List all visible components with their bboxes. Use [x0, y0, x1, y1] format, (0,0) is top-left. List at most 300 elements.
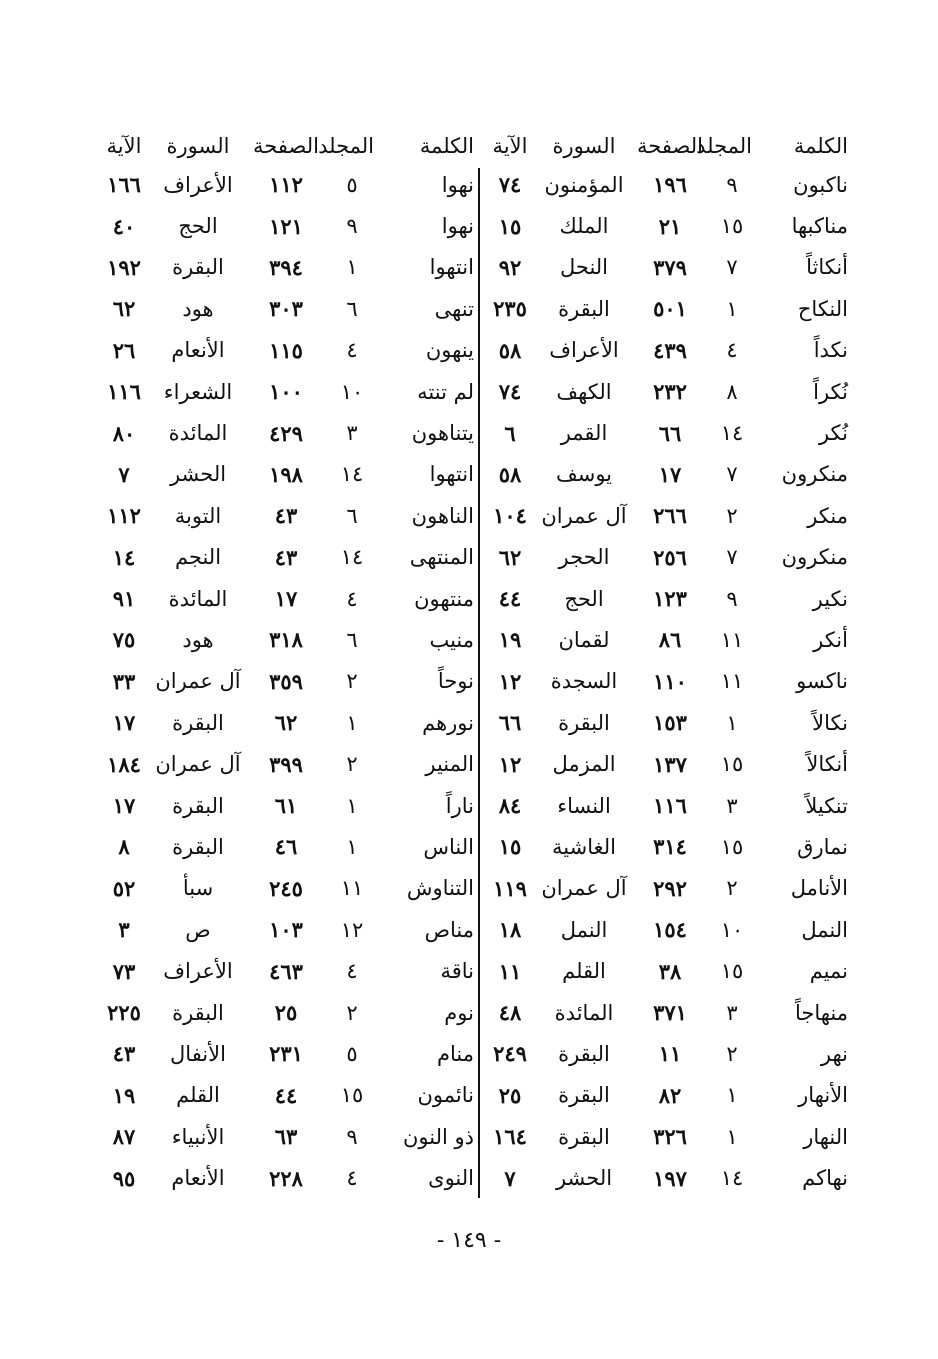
cell-volume: ١	[726, 710, 738, 735]
cell-page: ١٢١	[269, 213, 303, 239]
cell-surah: المائدة	[554, 1000, 614, 1025]
cell-volume: ٤	[346, 959, 358, 984]
header-ayah: الآية	[106, 134, 142, 158]
cell-volume: ١١	[720, 627, 744, 652]
table-row	[88, 909, 474, 950]
table-row	[480, 412, 848, 453]
cell-page: ٥٠١	[653, 296, 687, 322]
cell-page: ١٠٣	[269, 917, 303, 943]
cell-word: تنهى	[434, 296, 474, 321]
column-divider	[478, 168, 480, 1198]
cell-page: ٢٥٦	[653, 544, 687, 570]
cell-word: الأنامل	[790, 876, 848, 901]
cell-surah: آل عمران	[541, 503, 627, 528]
header-page: الصفحة	[637, 134, 703, 158]
table-row	[480, 950, 848, 991]
cell-ayah: ٦	[504, 420, 516, 446]
cell-word: لم تنته	[417, 379, 474, 404]
table-row	[88, 205, 474, 246]
header-ayah: الآية	[492, 134, 528, 158]
cell-volume: ٢	[346, 1000, 358, 1025]
table-row	[480, 743, 848, 784]
cell-volume: ١٤	[720, 421, 744, 446]
table-row	[88, 1157, 474, 1198]
cell-volume: ٦	[346, 296, 358, 321]
cell-surah: المائدة	[168, 586, 228, 611]
cell-word: ناقة	[440, 959, 474, 984]
table-header	[88, 128, 474, 164]
cell-word: النكاح	[797, 296, 848, 321]
header-surah: السورة	[166, 134, 230, 158]
cell-volume: ١٠	[340, 379, 364, 404]
cell-word: الأنهار	[798, 1083, 848, 1108]
cell-page: ٣٢٦	[653, 1124, 687, 1150]
cell-page: ٢١	[658, 213, 682, 239]
cell-ayah: ٦٦	[498, 710, 522, 736]
cell-word: نهوا	[441, 214, 474, 239]
cell-word: نمارق	[797, 834, 848, 859]
cell-volume: ١١	[340, 876, 364, 901]
cell-volume: ٢	[346, 752, 358, 777]
table-row	[480, 702, 848, 743]
cell-ayah: ١١	[498, 958, 522, 984]
cell-page: ٢٤٥	[269, 875, 303, 901]
cell-ayah: ٢٤٩	[493, 1041, 527, 1067]
cell-word: منهاجاً	[794, 1000, 848, 1025]
cell-word: المنتهى	[409, 545, 474, 570]
cell-volume: ٢	[726, 503, 738, 528]
cell-word: منتهون	[414, 586, 474, 611]
cell-word: يتناهون	[411, 421, 474, 446]
cell-page: ١٣٧	[653, 751, 687, 777]
cell-page: ٣٥٩	[269, 668, 303, 694]
table-row	[480, 868, 848, 909]
cell-page: ٤٤	[274, 1082, 298, 1108]
cell-ayah: ١٩	[112, 1082, 136, 1108]
index-table-right	[480, 128, 848, 1199]
cell-word: النوى	[428, 1166, 474, 1191]
cell-surah: الشعراء	[163, 379, 233, 404]
cell-word: ينهون	[425, 338, 474, 363]
cell-ayah: ٧٤	[498, 379, 522, 405]
cell-volume: ٤	[346, 586, 358, 611]
cell-surah: ص	[185, 917, 211, 942]
cell-surah: الحشر	[555, 1166, 613, 1191]
cell-page: ١٠٠	[269, 379, 303, 405]
table-row	[480, 1075, 848, 1116]
table-row	[88, 454, 474, 495]
cell-page: ٢٥	[274, 1000, 298, 1025]
table-row	[480, 826, 848, 867]
cell-word: الناهون	[411, 503, 474, 528]
cell-word: النمل	[801, 917, 848, 942]
cell-page: ١٥٤	[653, 917, 687, 943]
cell-word: نُكر	[818, 421, 848, 446]
table-body	[88, 164, 474, 1199]
cell-ayah: ٩١	[112, 586, 136, 612]
cell-page: ٣٨	[658, 958, 682, 984]
cell-page: ١٧	[274, 586, 298, 612]
cell-word: نهاكم	[802, 1166, 848, 1191]
table-row	[480, 1116, 848, 1157]
cell-ayah: ٦٢	[112, 296, 136, 322]
cell-page: ٣٩٩	[269, 751, 303, 777]
cell-page: ١٧	[658, 461, 682, 487]
cell-page: ٢٢٨	[269, 1165, 303, 1191]
cell-volume: ١	[726, 1124, 738, 1149]
cell-surah: آل عمران	[155, 752, 241, 777]
cell-page: ٦١	[274, 793, 298, 819]
cell-ayah: ٨٧	[112, 1124, 136, 1150]
cell-ayah: ١١٢	[107, 503, 141, 529]
cell-volume: ٢	[726, 1041, 738, 1066]
cell-page: ٤٦	[274, 834, 298, 860]
cell-surah: البقرة	[558, 1083, 610, 1108]
cell-word: أنكالاً	[806, 752, 848, 777]
cell-page: ١١٠	[653, 668, 687, 694]
table-row	[88, 1033, 474, 1074]
cell-page: ٣١٨	[269, 627, 303, 653]
cell-surah: الأعراف	[163, 172, 233, 197]
table-row	[88, 537, 474, 578]
cell-ayah: ٦٢	[498, 544, 522, 570]
cell-word: نوم	[444, 1000, 474, 1025]
cell-word: التناوش	[406, 876, 474, 901]
cell-page: ٢٦٦	[653, 503, 687, 529]
table-row	[480, 454, 848, 495]
cell-ayah: ٧٥	[112, 627, 136, 653]
cell-surah: الأنبياء	[171, 1124, 225, 1149]
table-row	[480, 164, 848, 205]
cell-surah: البقرة	[172, 793, 224, 818]
cell-word: ناراً	[445, 793, 474, 818]
cell-volume: ١٥	[720, 752, 744, 777]
cell-word: المنير	[425, 752, 474, 777]
cell-page: ٢٣١	[269, 1041, 303, 1067]
header-volume: المجلد	[318, 134, 374, 158]
cell-ayah: ٢٢٥	[107, 1000, 141, 1025]
cell-surah: آل عمران	[155, 669, 241, 694]
cell-ayah: ١٧	[112, 793, 136, 819]
cell-volume: ١٤	[340, 545, 364, 570]
table-row	[480, 495, 848, 536]
table-row	[88, 661, 474, 702]
cell-word: ناكسو	[796, 669, 848, 694]
cell-word: منام	[437, 1041, 474, 1066]
cell-ayah: ٥٢	[112, 875, 136, 901]
cell-page: ١٩٧	[653, 1165, 687, 1191]
cell-page: ١٩٨	[269, 461, 303, 487]
table-row	[88, 578, 474, 619]
cell-page: ٦٦	[658, 420, 682, 446]
cell-volume: ١٤	[720, 1166, 744, 1191]
cell-word: مناص	[424, 917, 474, 942]
table-row	[480, 992, 848, 1033]
cell-ayah: ٥٨	[498, 461, 522, 487]
cell-ayah: ٨	[118, 834, 130, 860]
cell-word: نورهم	[422, 710, 474, 735]
table-row	[88, 868, 474, 909]
table-row	[88, 288, 474, 329]
cell-volume: ٣	[346, 421, 358, 446]
cell-surah: الحجر	[558, 545, 610, 570]
cell-word: نكير	[812, 586, 848, 611]
table-header	[480, 128, 848, 164]
index-table-left	[88, 128, 474, 1199]
cell-ayah: ١٥	[498, 834, 522, 860]
header-word: الكلمة	[793, 134, 848, 158]
page-number: - ١٤٩ -	[436, 1228, 502, 1253]
cell-surah: النساء	[557, 793, 611, 818]
table-row	[480, 619, 848, 660]
cell-volume: ٩	[346, 214, 358, 239]
cell-ayah: ١٦٦	[107, 172, 141, 198]
table-row	[480, 1157, 848, 1198]
cell-ayah: ٤٠	[112, 213, 136, 239]
cell-word: تنكيلاً	[805, 793, 848, 818]
cell-ayah: ١٩	[498, 627, 522, 653]
cell-word: انتهوا	[429, 462, 474, 487]
cell-ayah: ٣	[118, 917, 130, 943]
cell-page: ١٩٦	[653, 172, 687, 198]
cell-page: ٨٢	[658, 1082, 682, 1108]
cell-surah: البقرة	[172, 255, 224, 280]
cell-volume: ١٥	[720, 834, 744, 859]
cell-surah: البقرة	[558, 1041, 610, 1066]
cell-volume: ٧	[726, 255, 738, 280]
cell-surah: المؤمنون	[544, 172, 624, 197]
table-row	[88, 1116, 474, 1157]
cell-surah: يوسف	[555, 462, 613, 487]
cell-surah: التوبة	[174, 503, 222, 528]
cell-ayah: ٢٥	[498, 1082, 522, 1108]
cell-page: ١٢٣	[653, 586, 687, 612]
cell-surah: النحل	[559, 255, 609, 280]
cell-ayah: ٩٢	[498, 254, 522, 280]
cell-word: انتهوا	[429, 255, 474, 280]
cell-ayah: ١٢	[498, 751, 522, 777]
cell-volume: ٣	[726, 1000, 738, 1025]
cell-ayah: ١٨	[498, 917, 522, 943]
cell-page: ٦٣	[274, 1124, 298, 1150]
cell-volume: ١	[346, 834, 358, 859]
table-row	[480, 330, 848, 371]
cell-page: ٤٢٩	[269, 420, 303, 446]
cell-word: منكر	[807, 503, 848, 528]
cell-word: نُكراً	[813, 379, 848, 404]
cell-word: أنكر	[813, 627, 848, 652]
table-row	[88, 785, 474, 826]
cell-volume: ١	[346, 255, 358, 280]
table-row	[88, 743, 474, 784]
cell-surah: هود	[182, 627, 214, 652]
cell-volume: ٧	[726, 545, 738, 570]
header-page: الصفحة	[253, 134, 319, 158]
table-row	[480, 909, 848, 950]
cell-ayah: ٤٨	[498, 1000, 522, 1025]
cell-page: ٤٣	[274, 503, 298, 529]
cell-word: مناكبها	[791, 214, 848, 239]
table-row	[88, 826, 474, 867]
table-row	[88, 495, 474, 536]
cell-word: منكرون	[781, 462, 848, 487]
cell-surah: الحج	[564, 586, 604, 611]
table-row	[480, 1033, 848, 1074]
cell-page: ٤٣	[274, 544, 298, 570]
cell-surah: الكهف	[556, 379, 612, 404]
table-row	[480, 537, 848, 578]
cell-ayah: ٤٣	[112, 1041, 136, 1067]
cell-word: نهوا	[441, 172, 474, 197]
cell-ayah: ١٦٤	[493, 1124, 527, 1150]
table-row	[88, 247, 474, 288]
cell-ayah: ١١٦	[107, 379, 141, 405]
cell-volume: ٩	[726, 172, 738, 197]
table-row	[480, 578, 848, 619]
cell-volume: ٨	[726, 379, 738, 404]
cell-volume: ١	[726, 1083, 738, 1108]
cell-word: نكالاً	[812, 710, 848, 735]
cell-word: نائمون	[417, 1083, 474, 1108]
cell-ayah: ١٧	[112, 710, 136, 736]
table-row	[480, 371, 848, 412]
cell-surah: الملك	[559, 214, 609, 239]
cell-volume: ٧	[726, 462, 738, 487]
cell-surah: القمر	[560, 421, 608, 446]
cell-surah: الأنعام	[171, 338, 225, 363]
cell-ayah: ٥٨	[498, 337, 522, 363]
cell-ayah: ٧	[504, 1165, 516, 1191]
cell-volume: ١٢	[340, 917, 364, 942]
cell-ayah: ٨٠	[112, 420, 136, 446]
cell-surah: الأنفال	[170, 1041, 226, 1066]
cell-surah: النجم	[174, 545, 222, 570]
cell-page: ١١٥	[269, 337, 303, 363]
cell-page: ١١٢	[269, 172, 303, 198]
table-row	[480, 205, 848, 246]
cell-ayah: ١٩٢	[107, 254, 141, 280]
header-volume: المجلد	[696, 134, 752, 158]
table-row	[88, 992, 474, 1033]
cell-volume: ١٥	[720, 214, 744, 239]
table-row	[88, 164, 474, 205]
cell-ayah: ٢٦	[112, 337, 136, 363]
cell-page: ٢٩٢	[653, 875, 687, 901]
cell-volume: ١٠	[720, 917, 744, 942]
cell-ayah: ٧	[118, 461, 130, 487]
cell-word: ذو النون	[402, 1124, 474, 1149]
cell-ayah: ١٥	[498, 213, 522, 239]
cell-word: النهار	[803, 1124, 848, 1149]
cell-ayah: ١٨٤	[107, 751, 141, 777]
cell-word: الناس	[423, 834, 474, 859]
cell-surah: الغاشية	[552, 834, 616, 859]
cell-volume: ١٥	[340, 1083, 364, 1108]
cell-volume: ٦	[346, 503, 358, 528]
cell-volume: ١	[726, 296, 738, 321]
table-row	[88, 1075, 474, 1116]
cell-ayah: ١٤	[112, 544, 136, 570]
header-word: الكلمة	[419, 134, 474, 158]
table-row	[480, 247, 848, 288]
table-row	[480, 785, 848, 826]
cell-word: نميم	[809, 959, 848, 984]
cell-ayah: ٣٣	[112, 668, 136, 694]
table-row	[88, 330, 474, 371]
cell-ayah: ٤٤	[498, 586, 522, 612]
cell-word: أنكاثاً	[806, 255, 848, 280]
cell-volume: ٤	[726, 338, 738, 363]
cell-volume: ٤	[346, 1166, 358, 1191]
cell-word: نكداً	[813, 338, 848, 363]
cell-surah: البقرة	[558, 710, 610, 735]
cell-ayah: ١٠٤	[493, 503, 527, 529]
cell-word: منكرون	[781, 545, 848, 570]
cell-page: ٢٣٢	[653, 379, 687, 405]
cell-volume: ٩	[346, 1124, 358, 1149]
cell-word: نوحاً	[437, 669, 474, 694]
cell-page: ٣٧٩	[653, 254, 687, 280]
cell-surah: المزمل	[552, 752, 616, 777]
cell-volume: ٢	[346, 669, 358, 694]
cell-surah: القلم	[176, 1083, 220, 1108]
table-body	[480, 164, 848, 1199]
cell-page: ١٥٣	[653, 710, 687, 736]
cell-volume: ١	[346, 793, 358, 818]
cell-page: ٤٣٩	[653, 337, 687, 363]
cell-page: ٣٩٤	[269, 254, 303, 280]
table-row	[480, 661, 848, 702]
cell-surah: السجدة	[550, 669, 618, 694]
table-row	[88, 702, 474, 743]
cell-word: نهر	[820, 1041, 848, 1066]
table-row	[480, 288, 848, 329]
cell-word: ناكبون	[793, 172, 848, 197]
cell-ayah: ٧٣	[112, 958, 136, 984]
cell-ayah: ٢٣٥	[493, 296, 527, 322]
cell-volume: ٢	[726, 876, 738, 901]
cell-surah: البقرة	[172, 710, 224, 735]
cell-ayah: ٧٤	[498, 172, 522, 198]
cell-surah: القلم	[562, 959, 606, 984]
cell-volume: ٥	[346, 1041, 358, 1066]
table-row	[88, 619, 474, 660]
cell-surah: البقرة	[558, 296, 610, 321]
cell-volume: ١٥	[720, 959, 744, 984]
cell-page: ٨٦	[658, 627, 682, 653]
table-row	[88, 950, 474, 991]
cell-ayah: ١١٩	[493, 875, 527, 901]
cell-volume: ٩	[726, 586, 738, 611]
cell-surah: هود	[182, 296, 214, 321]
cell-page: ٦٢	[274, 710, 298, 736]
cell-surah: البقرة	[172, 1000, 224, 1025]
cell-page: ٤٦٣	[269, 958, 303, 984]
cell-surah: الحج	[178, 214, 218, 239]
cell-ayah: ٨٤	[498, 793, 522, 819]
cell-surah: النمل	[560, 917, 608, 942]
cell-surah: البقرة	[172, 834, 224, 859]
cell-volume: ١٤	[340, 462, 364, 487]
cell-surah: آل عمران	[541, 876, 627, 901]
cell-volume: ٣	[726, 793, 738, 818]
cell-page: ٣٧١	[653, 1000, 687, 1025]
cell-surah: الأعراف	[163, 959, 233, 984]
table-row	[88, 412, 474, 453]
cell-word: منيب	[429, 627, 474, 652]
cell-volume: ٦	[346, 627, 358, 652]
cell-surah: الحشر	[169, 462, 227, 487]
